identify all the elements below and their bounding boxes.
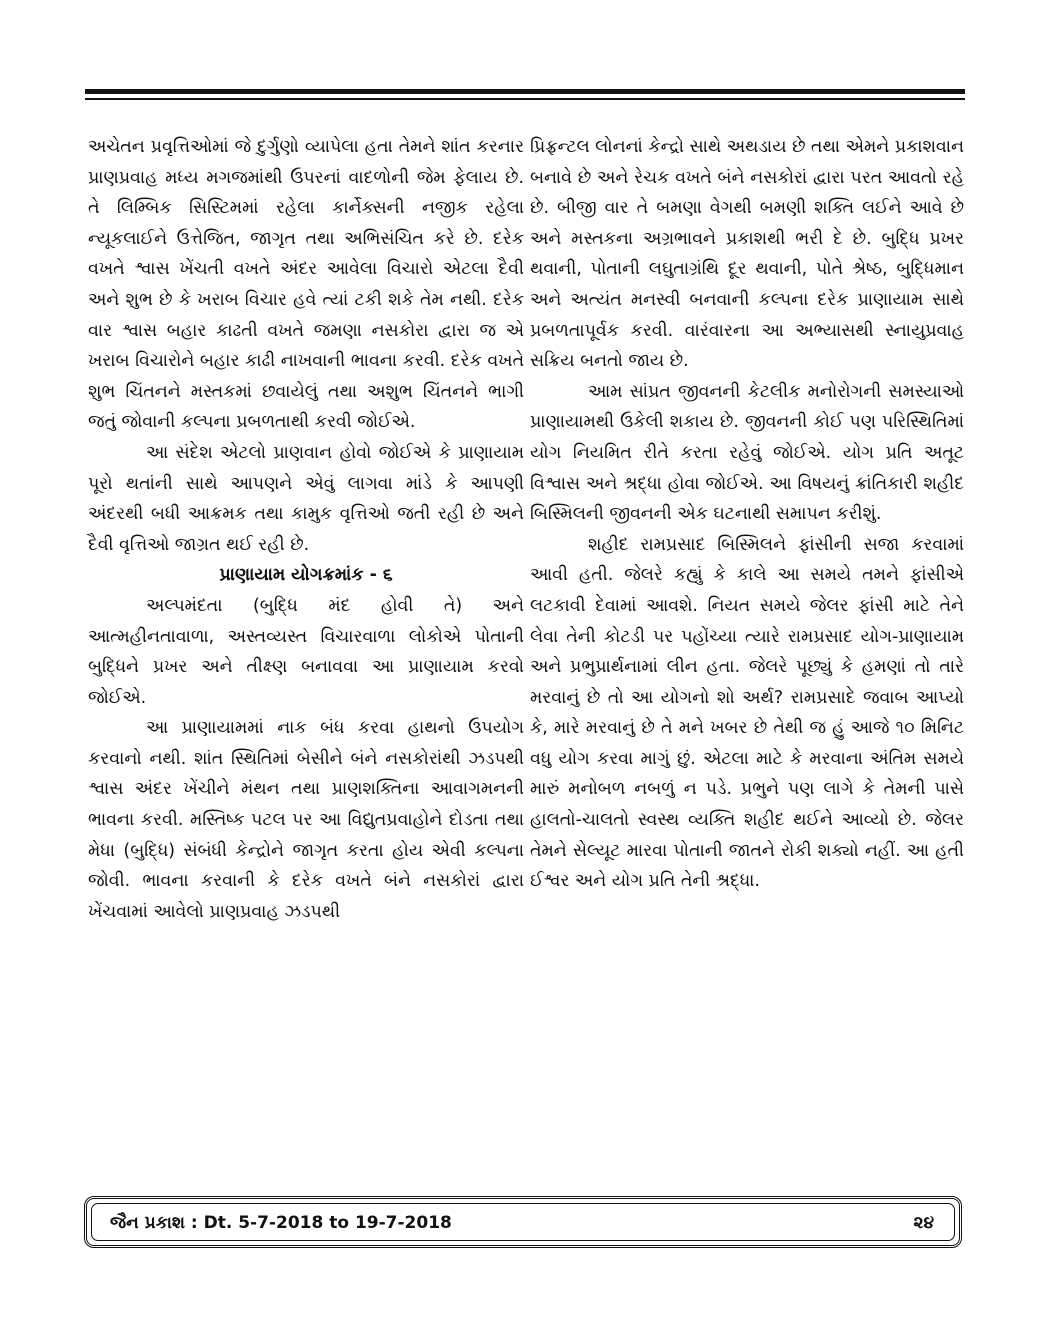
paragraph: પ્રિફ્રન્ટલ લોનનાં કેન્દ્રો સાથે અથડાય છે તથા એમને પ્રકાશવાન બનાવે છે અને રેચક વખતે બંને નસકોરાં દ્વારા પરત આવતો રહે છે. બીજી વાર તે બમણા વેગથી બમણી શક્તિ લઈને આવે છે અને મસ્તકના અગ્રભાવને પ્રકાશથી ભરી દે છે. બુદ્ધિ પ્રખર થવાની, પોતાની લઘુતાગ્રંથિ દૂર થવાની, પોતે શ્રેષ્ઠ, બુદ્ધિમાન અને અત્યંત મનસ્વી બનવાની કલ્પના દરેક પ્રાણાયામ સાથે પ્રબળતાપૂર્વક કરવી. વારંવારના આ અભ્યાસથી સ્નાયુપ્રવાહ સક્રિય બનતો જાય છે. (530, 137, 964, 372)
footer-box (84, 1196, 962, 1248)
paragraph: આ સંદેશ એટલો પ્રાણવાન હોવો જોઈએ કે પ્રાણાયામ પૂરો થતાંની સાથે આપણને એવું લાગવા માંડે કે આપણી અંદરથી બધી આક્રમક તથા કામુક વૃત્તિઓ જતી રહી છે અને દૈવી વૃત્તિઓ જાગ્રત થઈ રહી છે. (88, 442, 524, 555)
page-number: ૨૪ (913, 1213, 934, 1233)
paragraph: અલ્પમંદતા (બુદ્ધિ મંદ હોવી તે) અને આત્મહીનતાવાળા, અસ્તવ્યસ્ત વિચારવાળા લોકોએ પોતાની બુદ્ધિને પ્રખર અને તીક્ષ્ણ બનાવવા આ પ્રાણાયામ કરવો જોઈએ. (88, 595, 524, 708)
paragraph: અચેતન પ્રવૃત્તિઓમાં જે દુર્ગુણો વ્યાપેલા હતા તેમને શાંત કરનાર પ્રાણપ્રવાહ મધ્ય મગજમાંથી ઉપરનાં વાદળોની જેમ ફેલાય છે. તે લિમ્બિક સિસ્ટિમમાં રહેલા કાર્નેક્સની નજીક રહેલા ન્યૂકલાઈને ઉત્તેજિત, જાગૃત તથા અભિસંચિત કરે છે. દરેક વખતે શ્વાસ ખેંચતી વખતે અંદર આવેલા વિચારો એટલા દૈવી અને શુભ છે કે ખરાબ વિચાર હવે ત્યાં ટકી શકે તેમ નથી. દરેક વાર શ્વાસ બહાર કાઢતી વખતે જમણા નસકોરા દ્વારા જ એ ખરાબ વિચારોને બહાર કાઢી નાખવાની ભાવના કરવી. દરેક વખતે શુભ ચિંતનને મસ્તકમાં છવાયેલું તથા અશુભ ચિંતનને ભાગી જતું જોવાની કલ્પના પ્રબળતાથી કરવી જોઈએ. (88, 137, 524, 433)
right-column (530, 132, 964, 897)
footer-inner-border (91, 1203, 955, 1241)
header-rule-thick (85, 89, 965, 94)
paragraph: આ પ્રાણાયામમાં નાક બંધ કરવા હાથનો ઉપયોગ કરવાનો નથી. શાંત સ્થિતિમાં બેસીને બંને નસકોરાંથી ઝડપથી શ્વાસ અંદર ખેંચીને મંથન તથા પ્રાણશક્તિના આવાગમનની ભાવના કરવી. મસ્તિષ્ક પટલ પર આ વિદ્યુતપ્રવાહોને દોડતા તથા મેધા (બુદ્ધિ) સંબંધી કેન્દ્રોને જાગૃત કરતા હોય એવી કલ્પના જોવી. ભાવના કરવાની કે દરેક વખતે બંને નસકોરાં દ્વારા ખેંચવામાં આવેલો પ્રાણપ્રવાહ ઝડપથી (88, 718, 524, 922)
header-rule-thin (85, 98, 965, 100)
paragraph: શહીદ રામપ્રસાદ બિસ્મિલને ફાંસીની સજા કરવામાં આવી હતી. જેલરે કહ્યું કે કાલે આ સમયે તમને ફાંસીએ લટકાવી દેવામાં આવશે. નિયત સમયે જેલર ફાંસી માટે તેને લેવા તેની કોટડી પર પહોંચ્યા ત્યારે રામપ્રસાદ યોગ-પ્રાણાયામ અને પ્રભુપ્રાર્થનામાં લીન હતા. જેલરે પૂછ્યું કે હમણાં તો તારે મરવાનું છે તો આ યોગનો શો અર્થ? રામપ્રસાદે જવાબ આપ્યો કે, મારે મરવાનું છે તે મને ખબર છે તેથી જ હું આજે ૧૦ મિનિટ વધુ યોગ કરવા માગું છું. એટલા માટે કે મરવાના અંતિમ સમયે મારું મનોબળ નબળું ન પડે. પ્રભુને પણ લાગે કે તેમની પાસે હાલતો-ચાલતો સ્વસ્થ વ્યક્તિ શહીદ થઈને આવ્યો છે. જેલર તેમને સેલ્યૂટ મારવા પોતાની જાતને રોકી શક્યો નહીં. આ હતી ઈશ્વર અને યોગ પ્રતિ તેની શ્રદ્ધા. (530, 534, 964, 892)
paragraph: આમ સાંપ્રત જીવનની કેટલીક મનોરોગની સમસ્યાઓ પ્રાણાયામથી ઉકેલી શકાય છે. જીવનની કોઈ પણ પરિસ્થિતિમાં યોગ નિયમિત રીતે કરતા રહેવું જોઈએ. યોગ પ્રતિ અતૂટ વિશ્વાસ અને શ્રદ્ધા હોવા જોઈએ. આ વિષયનું ક્રાંતિકારી શહીદ બિસ્મિલની જીવનની એક ઘટનાથી સમાપન કરીશું. (530, 381, 964, 525)
publication-label: જૈન પ્રકાશ : Dt. 5-7-2018 to 19-7-2018 (110, 1213, 452, 1233)
section-heading: પ્રાણાયામ યોગક્રમાંક - ૬ (219, 565, 393, 586)
left-column (88, 132, 524, 927)
